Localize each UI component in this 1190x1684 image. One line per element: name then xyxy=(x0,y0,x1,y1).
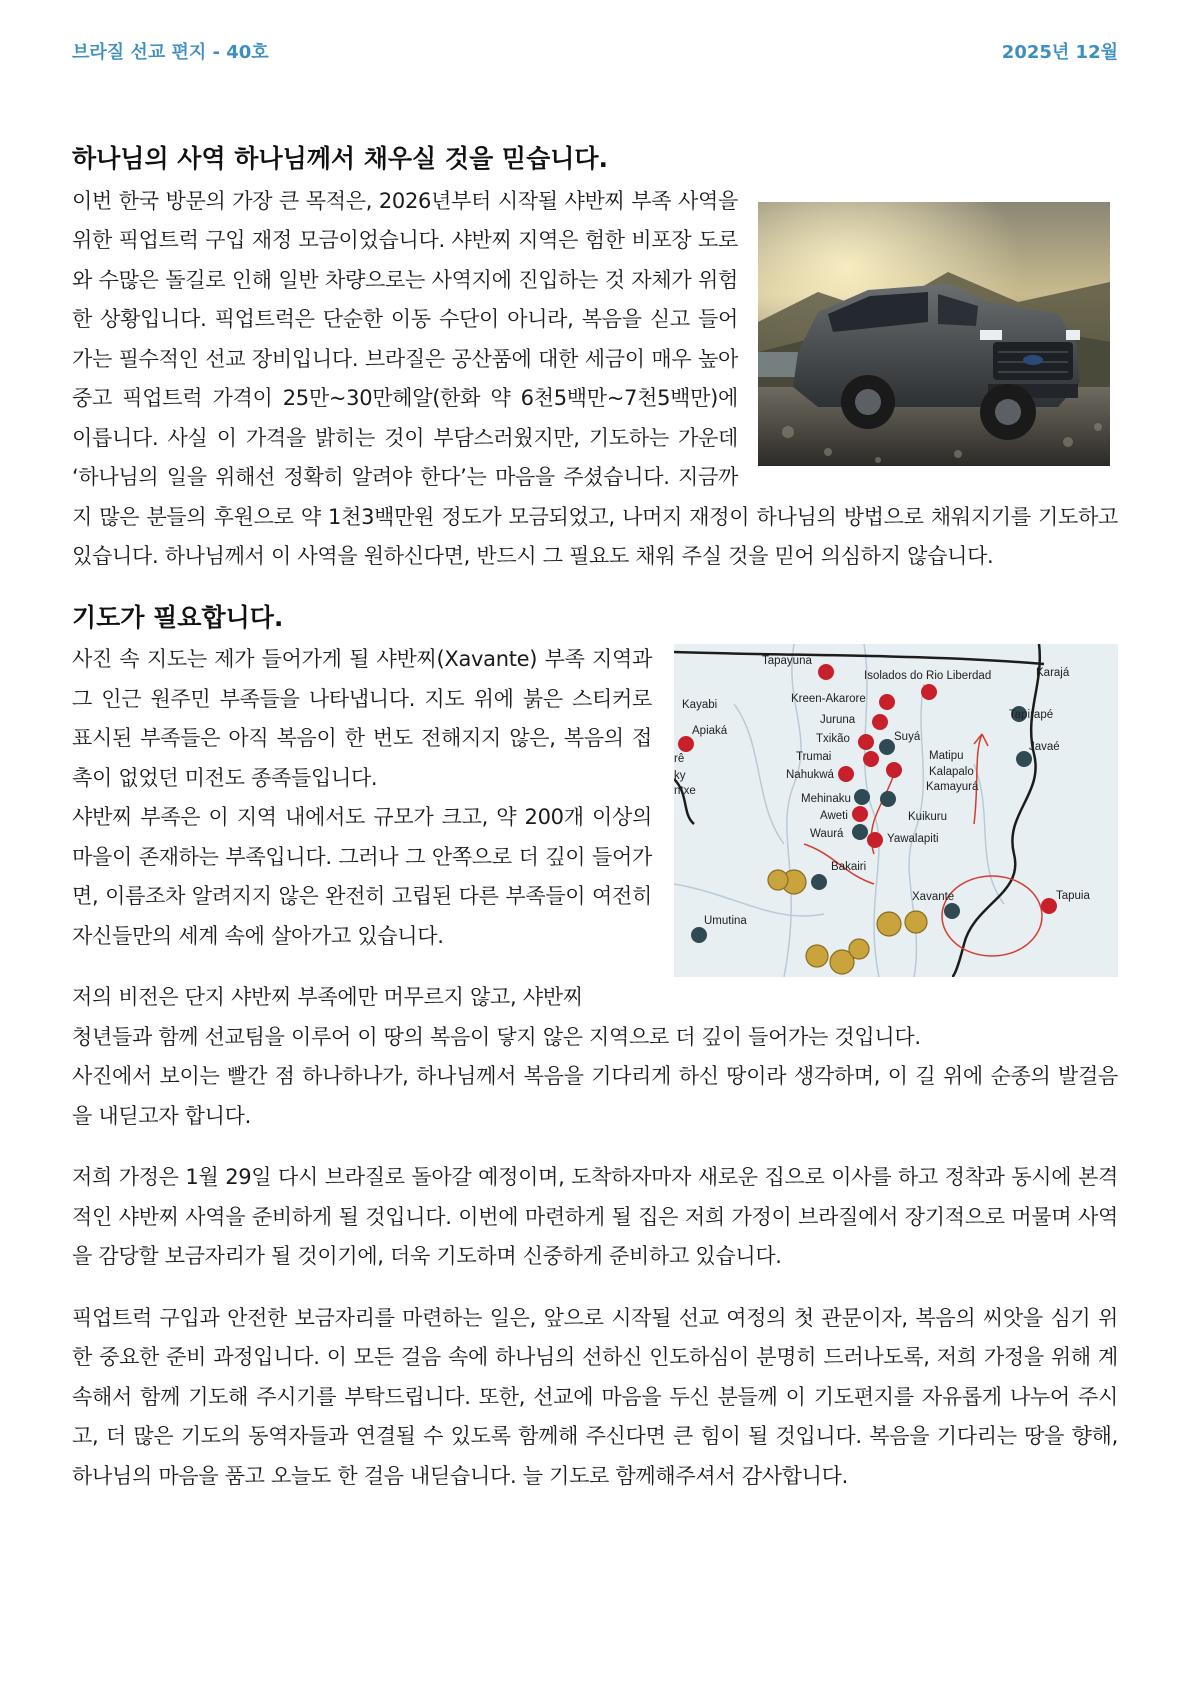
map-tribe-label: Kalapalo xyxy=(929,766,974,778)
reached-tribe-dot xyxy=(811,874,827,890)
page-header xyxy=(72,38,1118,64)
map-tribe-label: rê xyxy=(674,753,685,765)
reached-tribe-dot xyxy=(691,927,707,943)
map-tribe-label: Kamayurá xyxy=(926,781,979,793)
map-tribe-label: Kreen-Akarore xyxy=(791,693,866,705)
unreached-tribe-dot xyxy=(879,694,895,710)
section-title-prayer: 기도가 필요합니다. xyxy=(72,602,284,632)
map-tribe-label: Xavante xyxy=(912,891,955,903)
map-tribe-label: Trumai xyxy=(796,751,832,763)
map-tribe-label: Matipu xyxy=(929,750,964,762)
unreached-tribe-dot xyxy=(886,762,902,778)
unreached-tribe-dot xyxy=(867,832,883,848)
map-tribe-label: Tapuia xyxy=(1056,890,1090,902)
map-tribe-label: Apiaká xyxy=(692,725,728,737)
map-tribe-label: ky xyxy=(674,770,686,782)
map-tribe-label: Mehinaku xyxy=(801,793,851,805)
map-tribe-label: Isolados do Rio Liberdad xyxy=(864,670,992,682)
map-tribe-label: Nahukwá xyxy=(786,769,834,781)
unreached-tribe-dot xyxy=(863,751,879,767)
map-description: 사진 속 지도는 제가 들어가게 될 샤반찌(Xavante) 부족 지역과 그 인근 원주민 부족들을 나타냅니다. 지도 위에 붉은 스티커로 표시된 부족들은 아직 복음이 한 번도 전해지지 않은, 복음의 접촉이 없었던 미전도 종족들입니다. xyxy=(72,647,652,790)
map-tribe-label: Txikão xyxy=(816,733,850,745)
unreached-tribe-dot xyxy=(858,734,874,750)
map-tribe-label: Aweti xyxy=(820,810,848,822)
unreached-tribe-dot xyxy=(678,736,694,752)
map-tribe-label: Kayabi xyxy=(682,699,718,711)
vision-line-2: 청년들과 함께 선교팀을 이루어 이 땅의 복음이 닿지 않은 지역으로 더 깊이 들어가는 것입니다. xyxy=(72,1024,921,1049)
tribes-map-photo xyxy=(674,644,1118,977)
closing-prayer-paragraph: 픽업트럭 구입과 안전한 보금자리를 마련하는 일은, 앞으로 시작될 선교 여정의 첫 관문이자, 복음의 씨앗을 심기 위한 중요한 준비 과정입니다. 이 모든 걸음 속에 하나님의 선하신 인도하심이 분명히 드러나도록, 저희 가정을 위해 계속해서 함께 기도해 주시기를 부탁드립니다. 또한, 선교에 마음을 두신 분들께 이 기도편지를 자유롭게 나누어 주시고, 더 많은 기도의 동역자들과 연결될 수 있도록 함께해 주신다면 큰 힘이 될 것입니다. 복음을 기다리는 땅을 향해, 하나님의 마음을 품고 오늘도 한 걸음 내딛습니다. 늘 기도로 함께해주셔서 감사합니다. xyxy=(72,1305,1118,1488)
return-plans-paragraph: 저희 가정은 1월 29일 다시 브라질로 돌아갈 예정이며, 도착하자마자 새로운 집으로 이사를 하고 정착과 동시에 본격적인 샤반찌 사역을 준비하게 될 것입니다. 이번에 마련하게 될 집은 저희 가정이 브라질에서 장기적으로 머물며 사역을 감당할 보금자리가 될 것이기에, 더욱 기도하며 신중하게 준비하고 있습니다. xyxy=(72,1165,1118,1268)
vision-line-1: 저의 비전은 단지 샤반찌 부족에만 머무르지 않고, 샤반찌 xyxy=(72,985,583,1009)
letter-body xyxy=(72,140,1118,1496)
map-tribe-label: Juruna xyxy=(820,714,856,726)
map-tribe-label: Javaé xyxy=(1029,741,1060,753)
map-tribe-label: Bakairi xyxy=(831,861,867,873)
reached-tribe-dot xyxy=(880,791,896,807)
unreached-tribe-dot xyxy=(872,714,888,730)
reached-tribe-dot xyxy=(879,739,895,755)
map-tribe-label: Kuikuru xyxy=(908,811,947,823)
pickup-truck-photo xyxy=(758,202,1110,466)
map-tribe-label: Karajá xyxy=(1036,667,1070,679)
unreached-tribe-dot xyxy=(852,806,868,822)
reached-tribe-dot xyxy=(852,824,868,840)
reached-tribe-dot xyxy=(944,903,960,919)
reached-tribe-dot xyxy=(854,789,870,805)
map-tribe-label: ntxe xyxy=(674,785,696,797)
xavante-description: 샤반찌 부족은 이 지역 내에서도 규모가 크고, 약 200개 이상의 마을이 존재하는 부족입니다. 그러나 그 안쪽으로 더 깊이 들어가면, 이름조차 알려지지 않은 완전히 고립된 다른 부족들이 여전히 자신들만의 세계 속에 살아가고 있습니다. xyxy=(72,805,652,948)
red-dots-reflection: 사진에서 보이는 빨간 점 하나하나가, 하나님께서 복음을 기다리게 하신 땅이라 생각하며, 이 길 위에 순종의 발걸음을 내딛고자 합니다. xyxy=(72,1064,1118,1128)
map-tribe-label: Yawalapiti xyxy=(887,833,939,845)
reached-tribe-dot xyxy=(1016,751,1032,767)
map-tribe-label: Umutina xyxy=(704,915,747,927)
section-title-provision: 하나님의 사역 하나님께서 채우실 것을 믿습니다. xyxy=(72,144,609,173)
map-tribe-label: Suyá xyxy=(894,731,921,743)
unreached-tribe-dot xyxy=(838,766,854,782)
map-tribe-label: Waurá xyxy=(810,828,844,840)
unreached-tribe-dot xyxy=(921,684,937,700)
map-tribe-label: Tapayuna xyxy=(762,655,812,667)
newsletter-date: 2025년 12월 xyxy=(1001,42,1118,63)
provision-paragraph: 이번 한국 방문의 가장 큰 목적은, 2026년부터 시작될 샤반찌 부족 사역을 위한 픽업트럭 구입 재정 모금이었습니다. 샤반찌 지역은 험한 비포장 도로와 수많은 돌길로 인해 일반 차량으로는 사역지에 진입하는 것 자체가 위험한 상황입니다. 픽업트럭은 단순한 이동 수단이 아니라, 복음을 싣고 들어가는 필수적인 선교 장비입니다. 브라질은 공산품에 대한 세금이 매우 높아 중고 픽업트럭 가격이 25만~30만헤알(한화 약 6천5백만~7천5백만)에 이릅니다. 사실 이 가격을 밝히는 것이 부담스러웠지만, 기도하는 가운데 ‘하나님의 일을 위해선 정확히 알려야 한다’는 마음을 주셨습니다. 지금까지 많은 분들의 후원으로 약 1천3백만원 정도가 모금되었고, 나머지 재정이 하나님의 방법으로 채워지기를 기도하고 있습니다. 하나님께서 이 사역을 원하신다면, 반드시 그 필요도 채워 주실 것을 믿어 의심하지 않습니다. xyxy=(72,188,1118,568)
newsletter-issue: 브라질 선교 편지 - 40호 xyxy=(72,42,269,63)
map-tribe-label: Tapirapé xyxy=(1009,709,1054,721)
unreached-tribe-dot xyxy=(1041,898,1057,914)
unreached-tribe-dot xyxy=(818,664,834,680)
